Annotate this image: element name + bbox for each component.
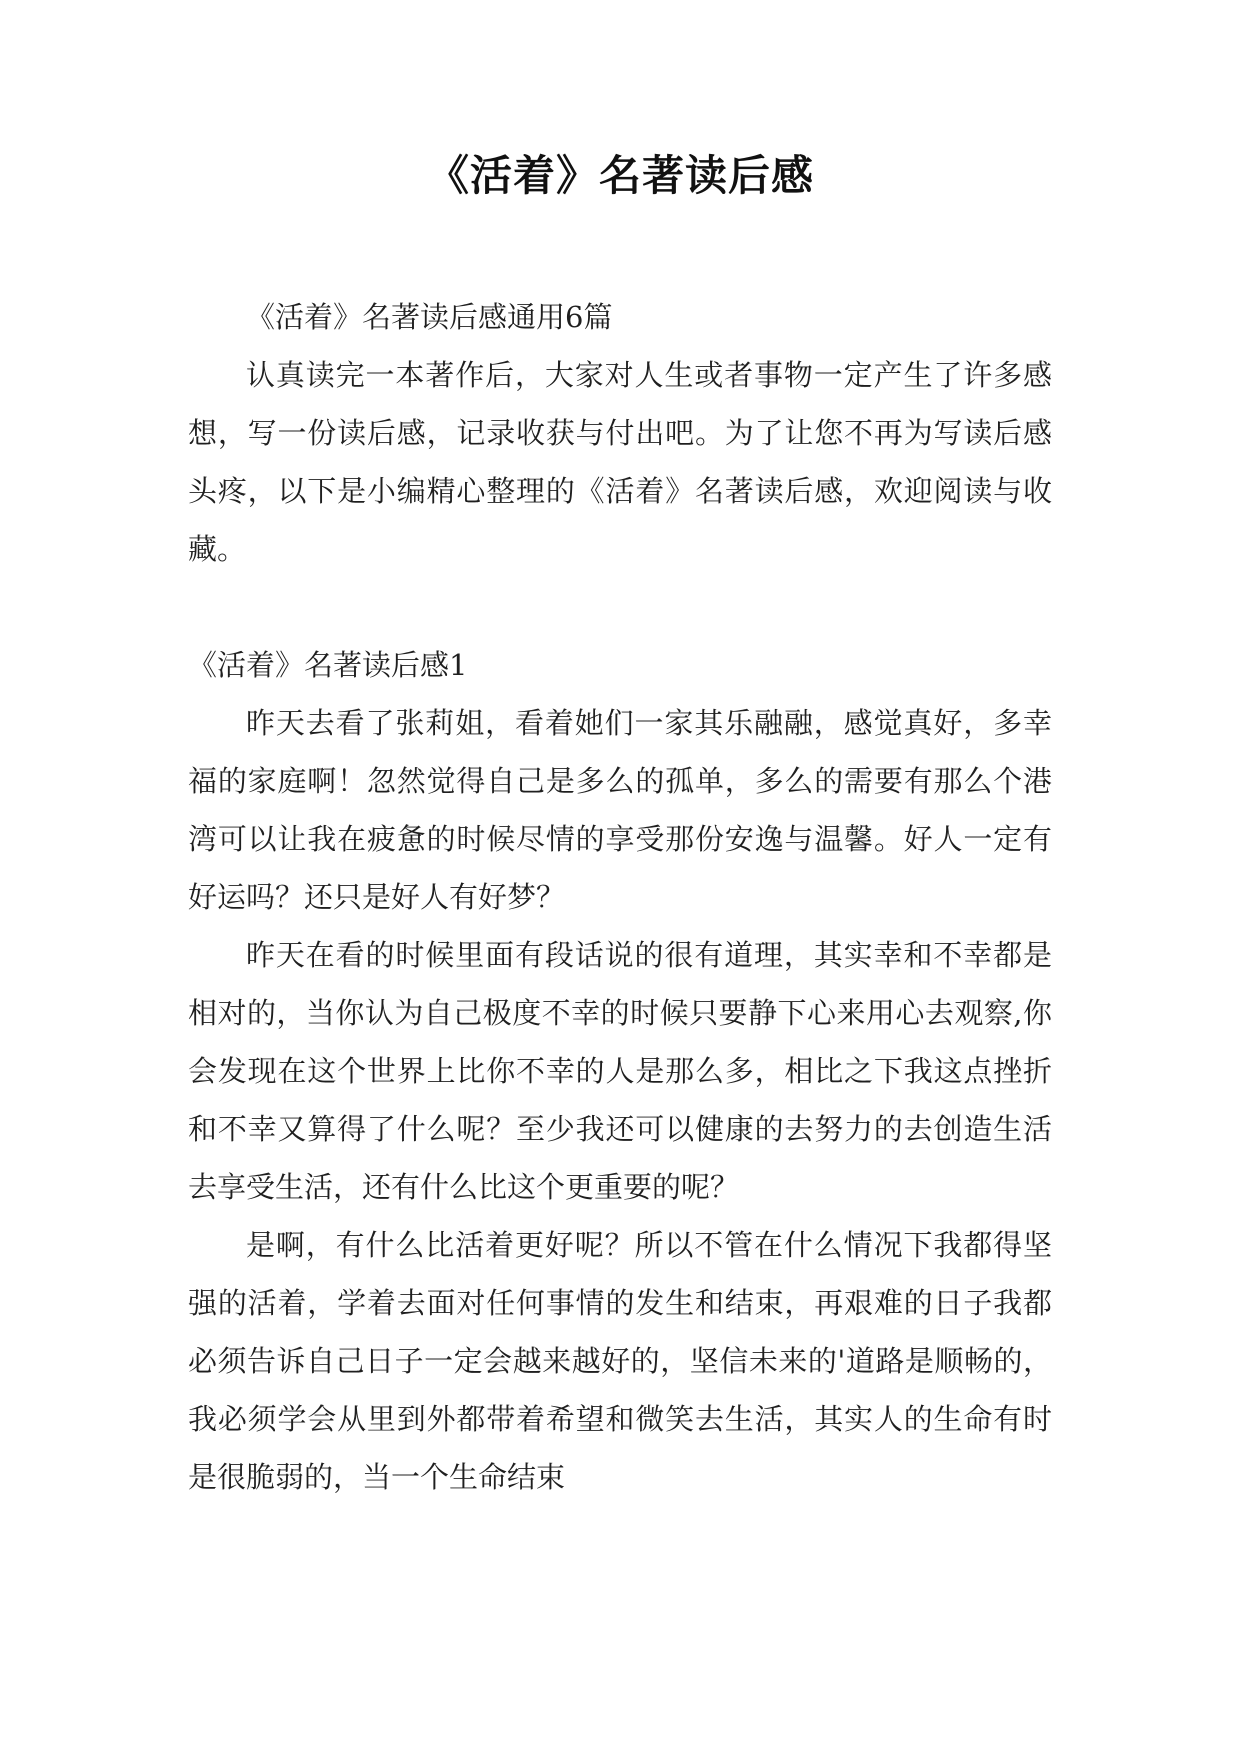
body-paragraph-3: 是啊，有什么比活着更好呢？所以不管在什么情况下我都得坚强的活着，学着去面对任何事情的发生和结束，再艰难的日子我都必须告诉自己日子一定会越来越好的，坚信未来的'道路是顺畅的，我必须学会从里到外都带着希望和微笑去生活，其实人的生命有时是很脆弱的，当一个生命结束 xyxy=(188,1228,1052,1494)
document-title: 《活着》名著读后感 xyxy=(426,151,814,200)
intro-paragraph: 认真读完一本著作后，大家对人生或者事物一定产生了许多感想，写一份读后感，记录收获与付出吧。为了让您不再为写读后感头疼，以下是小编精心整理的《活着》名著读后感，欢迎阅读与收藏。 xyxy=(188,358,1052,566)
body-paragraph-1: 昨天去看了张莉姐，看着她们一家其乐融融，感觉真好，多幸福的家庭啊！忽然觉得自己是多么的孤单，多么的需要有那么个港湾可以让我在疲惫的时候尽情的享受那份安逸与温馨。好人一定有好运吗？还只是好人有好梦？ xyxy=(188,706,1052,914)
document-subtitle: 《活着》名著读后感通用6篇 xyxy=(246,300,613,334)
document-body xyxy=(188,288,1052,1506)
body-paragraph-2: 昨天在看的时候里面有段话说的很有道理，其实幸和不幸都是相对的，当你认为自己极度不幸的时候只要静下心来用心去观察,你会发现在这个世界上比你不幸的人是那么多，相比之下我这点挫折和不幸又算得了什么呢？至少我还可以健康的去努力的去创造生活去享受生活，还有什么比这个更重要的呢？ xyxy=(188,938,1052,1204)
section-heading: 《活着》名著读后感1 xyxy=(188,648,468,682)
